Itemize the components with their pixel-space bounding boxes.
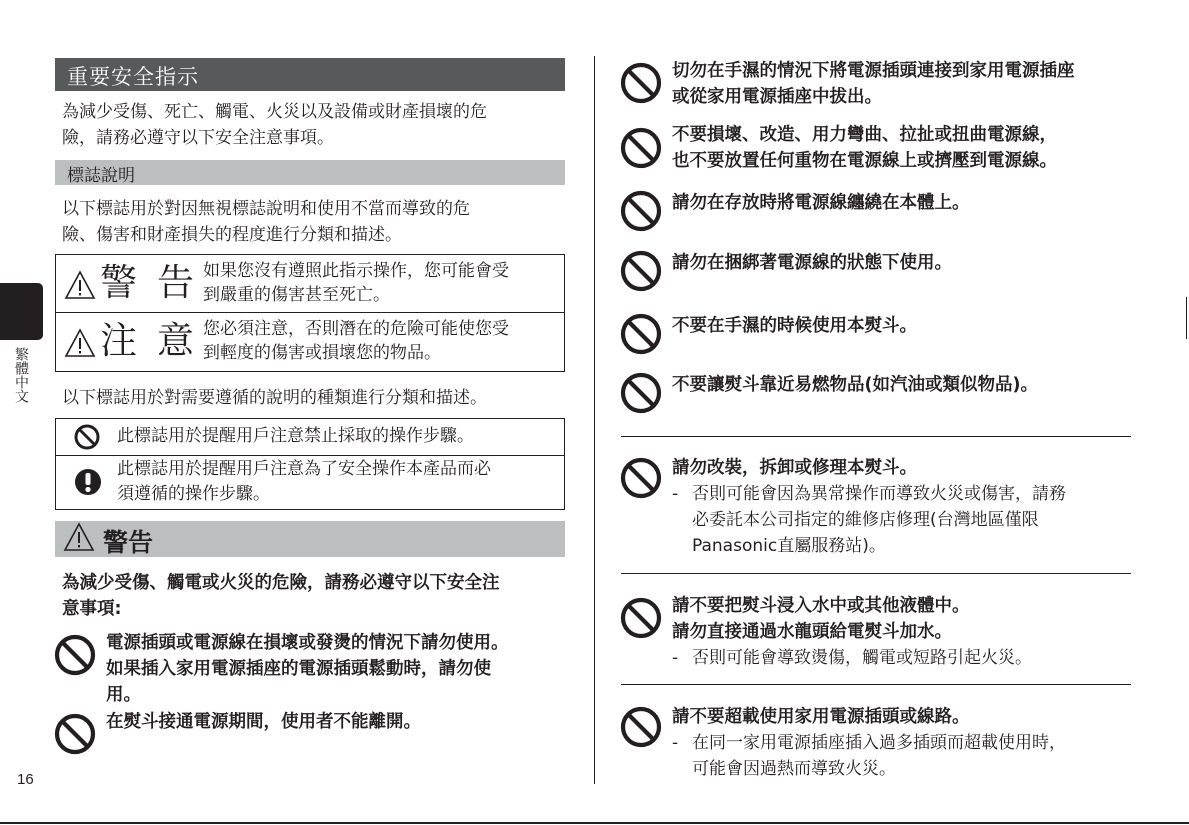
text-line: 您必須注意，否則潛在的危險可能使您受 — [203, 319, 509, 339]
caution-sign-row — [56, 313, 564, 371]
prohibition-icon — [620, 190, 662, 232]
warning-item-note — [672, 481, 1142, 559]
text-line: 否則可能會導致燙傷，觸電或短路引起火災。 — [692, 648, 1032, 668]
warning-triangle-icon — [64, 270, 96, 300]
text-line: Panasonic直屬服務站)。 — [692, 536, 886, 556]
prohibition-icon — [620, 372, 662, 414]
text-line: 此標誌用於提醒用戶注意禁止採取的操作步驟。 — [117, 426, 474, 446]
text-line: 不要在手濕的時候使用本熨斗。 — [672, 316, 917, 336]
warning-item-text — [672, 593, 1142, 645]
page-number: 16 — [17, 771, 34, 788]
prohibition-icon — [620, 706, 662, 748]
text-line: 切勿在手濕的情況下將電源插頭連接到家用電源插座 — [672, 61, 1075, 81]
warning-item-text — [672, 122, 1142, 174]
signs-heading-bar — [55, 160, 565, 185]
prohibition-icon — [74, 424, 100, 450]
text-line: 到嚴重的傷害甚至死亡。 — [203, 285, 390, 305]
text-line: 在熨斗接通電源期間，使用者不能離開。 — [106, 712, 421, 732]
warning-item-note — [672, 730, 1142, 782]
warning-heading-bar — [55, 521, 565, 557]
note-dash: - — [672, 733, 679, 753]
text-line: 否則可能會因為異常操作而導致火災或傷害，請務 — [692, 484, 1066, 504]
text-line: 電源插頭或電源線在損壞或發燙的情況下請勿使用。 — [106, 633, 509, 653]
caution-char-2: 意 — [157, 319, 198, 362]
symbols-intro: 以下標誌用於對需要遵循的說明的種類進行分類和描述。 — [62, 388, 487, 408]
section-heading-bar — [55, 58, 565, 91]
warning-item-text — [672, 704, 1142, 730]
warning-triangle-icon — [63, 522, 95, 552]
prohibition-icon — [620, 313, 662, 355]
prohibition-icon — [54, 713, 96, 755]
warning-char-1: 警 — [100, 261, 141, 304]
note-dash: - — [672, 484, 679, 504]
text-line: 請勿在存放時將電源線纏繞在本體上。 — [672, 193, 970, 213]
text-line: 必委託本公司指定的維修店修理(台灣地區僅限 — [692, 510, 1039, 530]
prohibition-icon — [620, 457, 662, 499]
text-line: 或從家用電源插座中拔出。 — [672, 87, 882, 107]
caution-sign-label — [64, 319, 198, 363]
text-line: 為減少受傷、觸電或火災的危險，請務必遵守以下安全注 — [62, 573, 500, 593]
warning-sign-description — [203, 259, 565, 307]
signal-word-table — [55, 254, 565, 372]
prohibition-icon — [620, 62, 662, 104]
warning-sign-label — [64, 261, 198, 305]
warning-item-note — [672, 645, 1142, 671]
language-tab-label: 繁體中文 — [13, 347, 29, 403]
text-line: 請勿在捆綁著電源線的狀態下使用。 — [672, 253, 952, 273]
warning-item-text — [672, 250, 1142, 276]
mandatory-symbol-text — [117, 457, 562, 507]
text-line: 不要損壞、改造、用力彎曲、拉扯或扭曲電源線， — [672, 125, 1057, 145]
signs-intro-paragraph — [62, 196, 470, 248]
text-line: 用。 — [106, 685, 141, 705]
text-line: 請勿直接通過水龍頭給電熨斗加水。 — [672, 622, 952, 642]
mandatory-icon — [74, 468, 102, 496]
text-line: 須遵循的操作步驟。 — [117, 484, 270, 504]
warning-item-text — [672, 372, 1142, 398]
text-line: 意事項: — [62, 599, 122, 619]
prohibition-symbol-row — [56, 419, 564, 456]
caution-triangle-icon — [64, 328, 96, 358]
text-line: 可能會因過熱而導致火災。 — [692, 759, 896, 779]
column-divider — [594, 56, 595, 784]
page-bottom-rule — [0, 822, 1189, 824]
prohibition-symbol-text — [117, 424, 562, 449]
warning-sign-row — [56, 255, 564, 313]
warning-item-text — [106, 630, 566, 708]
text-line: 如果您沒有遵照此指示操作，您可能會受 — [203, 261, 509, 281]
text-line: 如果插入家用電源插座的電源插頭鬆動時，請勿使 — [106, 659, 491, 679]
symbol-table — [55, 418, 565, 510]
text-line: 到輕度的傷害或損壞您的物品。 — [203, 343, 441, 363]
text-line: 也不要放置任何重物在電源線上或擠壓到電源線。 — [672, 151, 1057, 171]
warning-char-2: 告 — [157, 261, 198, 304]
caution-char-1: 注 — [100, 319, 141, 362]
text-line: 以下標誌用於對因無視標誌說明和使用不當而導致的危 — [62, 199, 470, 219]
warning-heading: 警告 — [103, 528, 154, 557]
prohibition-icon — [620, 250, 662, 292]
warning-item-text — [672, 58, 1142, 110]
warning-item-text — [672, 455, 1142, 481]
text-line: 請不要把熨斗浸入水中或其他液體中。 — [672, 596, 970, 616]
warning-item-text — [672, 313, 1142, 339]
warning-item-text — [672, 190, 1142, 216]
warning-item-text — [106, 709, 566, 735]
text-line: 請不要超載使用家用電源插頭或線路。 — [672, 707, 970, 727]
prohibition-icon — [54, 634, 96, 676]
prohibition-icon — [620, 127, 662, 169]
section-heading: 重要安全指示 — [67, 65, 199, 89]
divider-line — [621, 684, 1131, 685]
text-line: 此標誌用於提醒用戶注意為了安全操作本產品而必 — [117, 459, 491, 479]
divider-line — [621, 436, 1131, 437]
text-line: 險，請務必遵守以下安全注意事項。 — [62, 128, 334, 148]
divider-line — [621, 573, 1131, 574]
page-edge-mark — [1186, 297, 1187, 339]
text-line: 不要讓熨斗靠近易燃物品(如汽油或類似物品)。 — [672, 375, 1038, 395]
warning-intro — [62, 570, 500, 622]
caution-sign-description — [203, 317, 565, 365]
text-line: 為減少受傷、死亡、觸電、火災以及設備或財產損壞的危 — [62, 102, 487, 122]
text-line: 在同一家用電源插座插入過多插頭而超載使用時， — [692, 733, 1066, 753]
note-dash: - — [672, 648, 679, 668]
text-line: 請勿改裝，拆卸或修理本熨斗。 — [672, 458, 917, 478]
language-tab — [0, 283, 43, 340]
prohibition-icon — [620, 597, 662, 639]
text-line: 險、傷害和財產損失的程度進行分類和描述。 — [62, 225, 402, 245]
signs-heading: 標誌說明 — [67, 166, 135, 186]
mandatory-symbol-row — [56, 456, 564, 509]
intro-paragraph — [62, 99, 487, 151]
